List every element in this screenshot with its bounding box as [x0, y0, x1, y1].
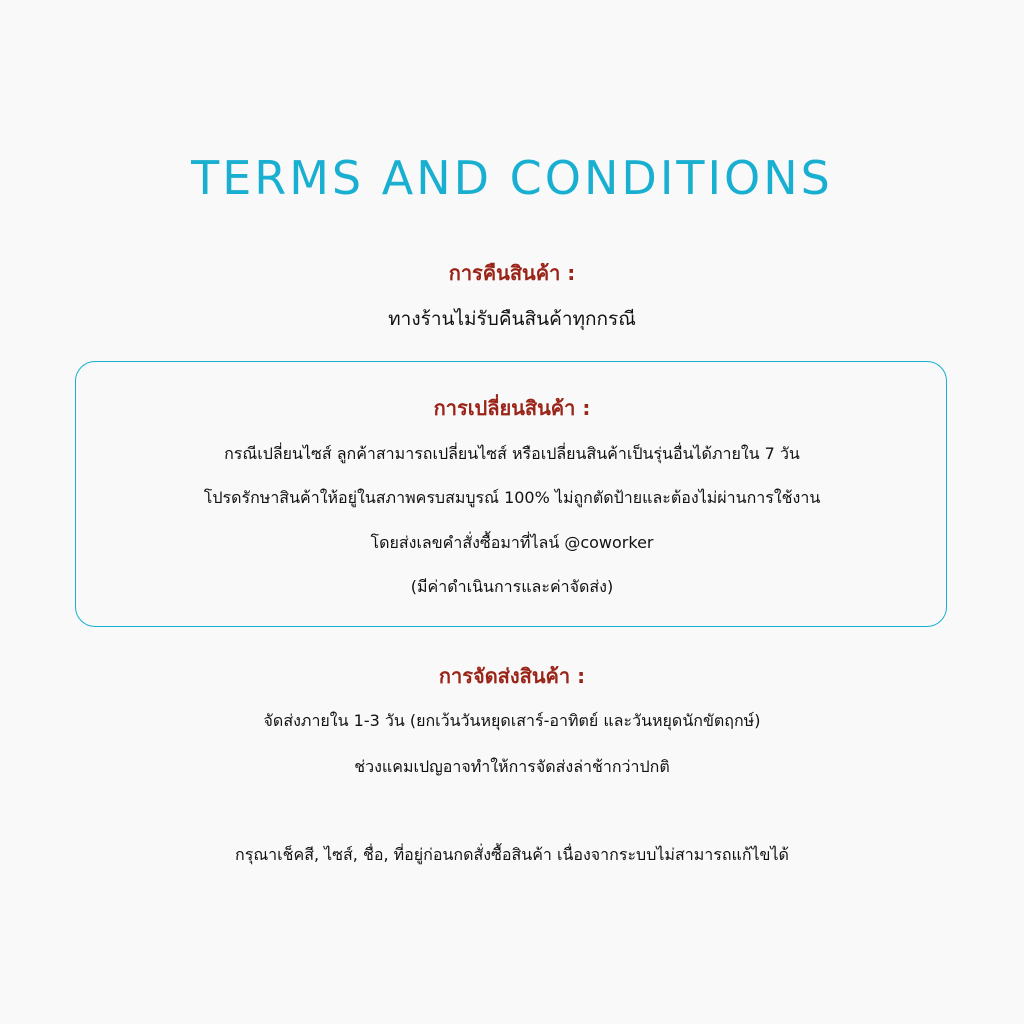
returns-heading: การคืนสินค้า : — [448, 261, 576, 285]
exchange-heading: การเปลี่ยนสินค้า : — [433, 396, 591, 420]
exchange-line-2: โปรดรักษาสินค้าให้อยู่ในสภาพครบสมบูรณ์ 100% ไม่ถูกตัดป้ายและต้องไม่ผ่านการใช้งาน — [203, 488, 821, 507]
returns-text: ทางร้านไม่รับคืนสินค้าทุกกรณี — [388, 308, 636, 330]
shipping-heading: การจัดส่งสินค้า : — [438, 664, 586, 688]
shipping-line-1: จัดส่งภายใน 1-3 วัน (ยกเว้นวันหยุดเสาร์-อาทิตย์ และวันหยุดนักขัตฤกษ์) — [263, 711, 761, 730]
exchange-line-3: โดยส่งเลขคำสั่งซื้อมาที่ไลน์ @coworker — [370, 533, 654, 552]
shipping-line-2: ช่วงแคมเปญอาจทำให้การจัดส่งล่าช้ากว่าปกติ — [354, 757, 670, 776]
page-title: TERMS AND CONDITIONS — [191, 151, 833, 205]
exchange-line-4: (มีค่าดำเนินการและค่าจัดส่ง) — [410, 577, 614, 596]
exchange-line-1: กรณีเปลี่ยนไซส์ ลูกค้าสามารถเปลี่ยนไซส์ หรือเปลี่ยนสินค้าเป็นรุ่นอื่นได้ภายใน 7 วัน — [224, 444, 800, 463]
order-notice: กรุณาเช็คสี, ไซส์, ชื่อ, ที่อยู่ก่อนกดสั่งซื้อสินค้า เนื่องจากระบบไม่สามารถแก้ไขได้ — [235, 845, 789, 864]
